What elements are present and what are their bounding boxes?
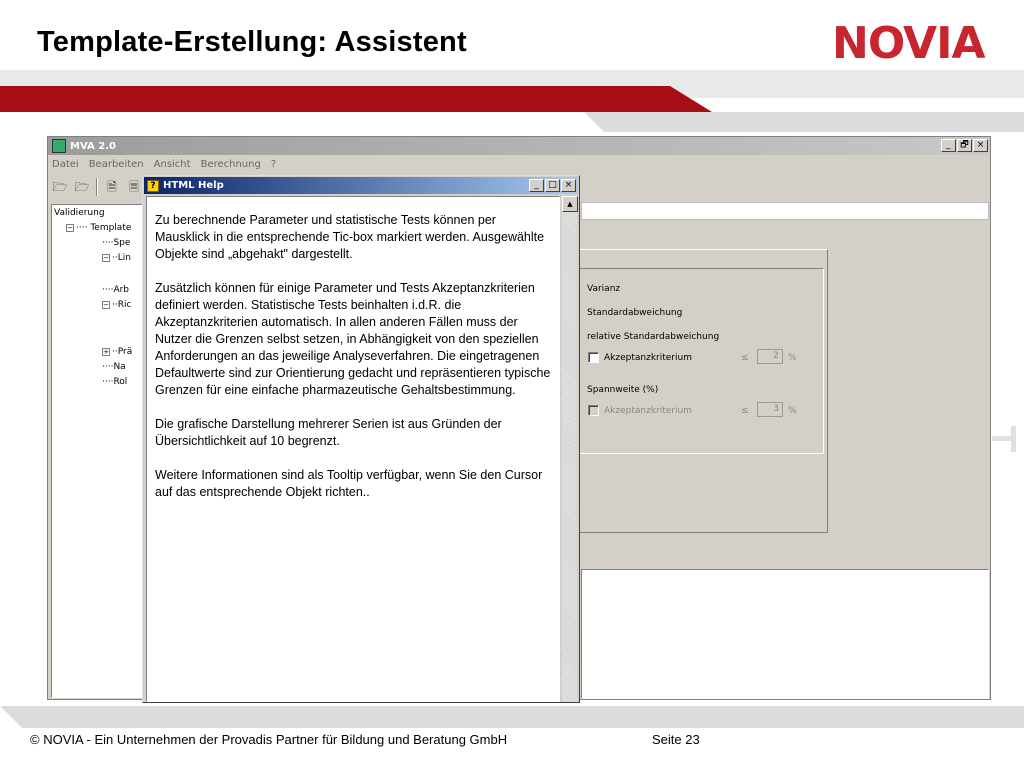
header-gray-band-lower xyxy=(584,112,1024,132)
app-close-button[interactable]: × xyxy=(973,139,988,152)
tree-item-template[interactable]: − ···· Template xyxy=(67,223,132,233)
app-menubar xyxy=(48,156,990,173)
tree-item-prae[interactable]: + ··Prä xyxy=(103,347,133,357)
akzeptanz-value-field[interactable]: 2 xyxy=(757,349,783,364)
template-name-field[interactable] xyxy=(581,202,989,220)
help-paragraph: Weitere Informationen sind als Tooltip verfügbar, wenn Sie den Cursor auf das entsprechende Objekt richten.. xyxy=(155,468,543,499)
logo-wordmark: NOVIA xyxy=(832,18,985,69)
document-icon[interactable]: 🗎 xyxy=(107,180,117,194)
open-folder-alt-icon[interactable]: 🗁 xyxy=(74,180,90,194)
percent-sign: % xyxy=(788,406,797,416)
tree-item-arb[interactable]: ····Arb xyxy=(102,285,130,295)
html-help-dialog xyxy=(142,175,580,703)
document-edit-icon[interactable]: 🗏 xyxy=(129,180,139,194)
open-folder-icon[interactable]: 🗁 xyxy=(52,180,68,194)
template-tree xyxy=(51,204,146,698)
collapse-icon[interactable]: − xyxy=(103,301,109,309)
less-equal-sign: ≤ xyxy=(741,406,749,416)
help-titlebar[interactable] xyxy=(144,177,578,194)
chart-preview-pane xyxy=(581,569,989,699)
menu-bearbeiten[interactable]: Bearbeiten xyxy=(88,159,144,170)
page-number: Seite 23 xyxy=(652,732,700,747)
help-close-button[interactable]: × xyxy=(561,179,576,192)
akzeptanzkriterium-checkbox[interactable] xyxy=(588,352,599,363)
help-minimize-button[interactable]: _ xyxy=(529,179,544,192)
decorative-connector-icon xyxy=(992,424,1018,454)
tree-item-lin[interactable]: − ··Lin xyxy=(103,253,131,263)
app-icon xyxy=(52,139,66,153)
help-paragraph: Zu berechnende Parameter und statistische Tests können per Mausklick in die entsprechende Tic-box markiert werden. Ausgewählte Objekte sind „abgehakt" dargestellt. xyxy=(155,213,545,261)
menu-ansicht[interactable]: Ansicht xyxy=(153,159,191,170)
help-scrollbar[interactable] xyxy=(561,196,577,702)
header-red-band xyxy=(0,86,712,112)
scroll-up-arrow-icon[interactable]: ▲ xyxy=(562,196,578,212)
tree-item-rol[interactable]: ····Rol xyxy=(102,377,128,387)
less-equal-sign: ≤ xyxy=(741,353,749,363)
slide-title: Template-Erstellung: Assistent xyxy=(37,26,467,58)
tree-item-spe[interactable]: ····Spe xyxy=(102,238,131,248)
collapse-icon[interactable]: − xyxy=(67,224,73,232)
menu-help[interactable]: ? xyxy=(270,159,277,170)
app-titlebar[interactable] xyxy=(48,137,990,155)
percent-sign: % xyxy=(788,353,797,363)
standardabweichung-label[interactable]: Standardabweichung xyxy=(587,308,683,318)
app-minimize-button[interactable]: _ xyxy=(941,139,956,152)
spannweite-value-field: 3 xyxy=(757,402,783,417)
menu-berechnung[interactable]: Berechnung xyxy=(200,159,261,170)
tree-item-validierung[interactable]: Validierung xyxy=(54,208,105,218)
akzeptanzkriterium-checkbox-disabled xyxy=(588,405,599,416)
help-paragraph: Die grafische Darstellung mehrerer Serien ist aus Gründen der Übersichtlichkeit auf 10 begrenzt. xyxy=(155,417,502,448)
expand-icon[interactable]: + xyxy=(103,348,109,356)
akzeptanzkriterium-label-disabled: Akzeptanzkriterium xyxy=(604,406,692,416)
help-icon: ? xyxy=(147,180,159,192)
footer-band xyxy=(0,706,1024,728)
rel-standardabweichung-label[interactable]: relative Standardabweichung xyxy=(587,332,720,342)
app-restore-button[interactable]: 🗗 xyxy=(957,139,972,152)
help-content xyxy=(146,196,560,702)
akzeptanzkriterium-label: Akzeptanzkriterium xyxy=(604,353,692,363)
help-title: HTML Help xyxy=(163,180,224,191)
collapse-icon[interactable]: − xyxy=(103,254,109,262)
menu-datei[interactable]: Datei xyxy=(52,159,79,170)
tree-item-na[interactable]: ····Na xyxy=(102,362,126,372)
spannweite-label[interactable]: Spannweite (%) xyxy=(587,385,659,395)
footer-copyright: © NOVIA - Ein Unternehmen der Provadis Partner für Bildung und Beratung GmbH xyxy=(30,732,508,747)
varianz-label[interactable]: Varianz xyxy=(587,284,621,294)
tree-item-ric[interactable]: − ··Ric xyxy=(103,300,132,310)
toolbar-separator xyxy=(96,178,98,196)
app-title: MVA 2.0 xyxy=(70,140,116,152)
help-maximize-button[interactable]: □ xyxy=(545,179,560,192)
help-paragraph: Zusätzlich können für einige Parameter und Tests Akzeptanzkriterien definiert werden. Statistische Tests beinhalten i.d.R. die Akzeptanzkriterien automatisch. In allen anderen Fällen muss der Nutzer die Grenzen selbst setzen, in Abhängigkeit von den speziellen Anforderungen an das jeweilige Analyseverfahren. Die eingetragenen Defaultwerte sind zur Orientierung gedacht und repräsentieren typische Grenzen für eine einfache pharmazeutische Gehaltsbestimmung. xyxy=(155,281,551,397)
